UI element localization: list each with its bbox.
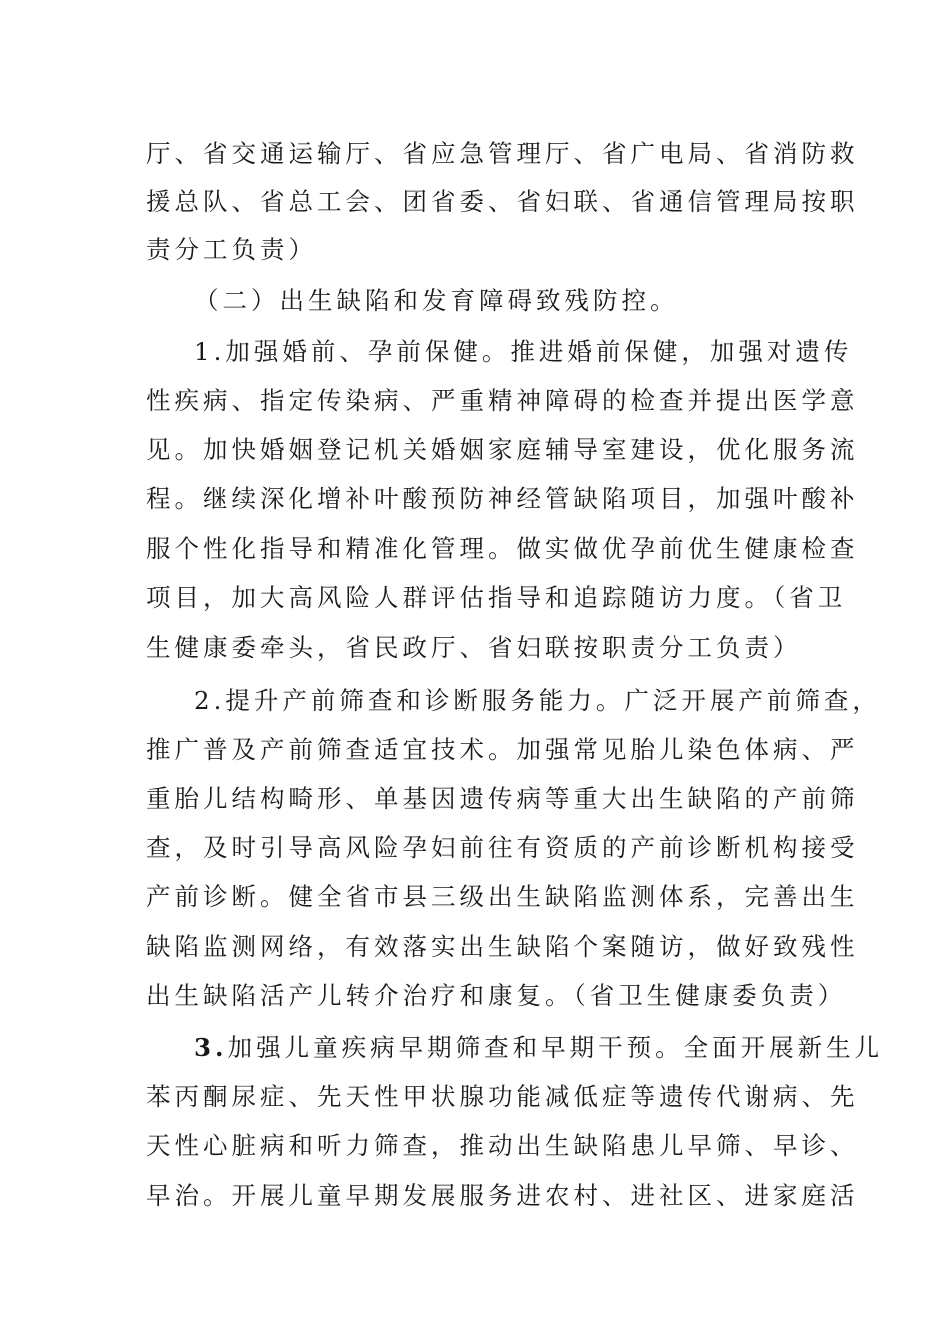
item-3-heading-line xyxy=(194,1033,884,1062)
text-line-21: 天性心脏病和听力筛查，推动出生缺陷患儿早筛、早诊、 xyxy=(146,1131,859,1160)
text-line-17: 缺陷监测网络，有效落实出生缺陷个案随访，做好致残性 xyxy=(146,932,859,961)
text-line-13: 推广普及产前筛查适宜技术。加强常见胎儿染色体病、严 xyxy=(146,735,859,764)
text-line-6: 性疾病、指定传染病、严重精神障碍的检查并提出医学意 xyxy=(146,386,859,415)
text-line-1: 厅、省交通运输厅、省应急管理厅、省广电局、省消防救 xyxy=(146,139,859,168)
text-line-15: 查，及时引导高风险孕妇前往有资质的产前诊断机构接受 xyxy=(146,833,859,862)
item-2-heading-line: 2.提升产前筛查和诊断服务能力。广泛开展产前筛查， xyxy=(194,686,881,715)
text-line-2: 援总队、省总工会、团省委、省妇联、省通信管理局按职 xyxy=(146,187,859,216)
text-line-9: 服个性化指导和精准化管理。做实做优孕前优生健康检查 xyxy=(146,534,859,563)
text-line-3: 责分工负责） xyxy=(146,235,317,264)
text-line-8: 程。继续深化增补叶酸预防神经管缺陷项目，加强叶酸补 xyxy=(146,484,859,513)
text-line-16: 产前诊断。健全省市县三级出生缺陷监测体系，完善出生 xyxy=(146,882,859,911)
item-1-heading-line: 1.加强婚前、孕前保健。推进婚前保健，加强对遗传 xyxy=(194,337,853,366)
text-line-10: 项目，加大高风险人群评估指导和追踪随访力度。（省卫 xyxy=(146,583,847,612)
text-line-20: 苯丙酮尿症、先天性甲状腺功能减低症等遗传代谢病、先 xyxy=(146,1082,859,1111)
text-line-22: 早治。开展儿童早期发展服务进农村、进社区、进家庭活 xyxy=(146,1181,859,1210)
section-heading: （二）出生缺陷和发育障碍致残防控。 xyxy=(194,286,679,315)
text-line-14: 重胎儿结构畸形、单基因遗传病等重大出生缺陷的产前筛 xyxy=(146,784,859,813)
item-3-number: 3. xyxy=(194,1033,228,1062)
text-line-7: 见。加快婚姻登记机关婚姻家庭辅导室建设，优化服务流 xyxy=(146,435,859,464)
text-line-18: 出生缺陷活产儿转介治疗和康复。（省卫生健康委负责） xyxy=(146,981,847,1010)
text-line-11: 生健康委牵头，省民政厅、省妇联按职责分工负责） xyxy=(146,633,802,662)
item-3-heading-text: 加强儿童疾病早期筛查和早期干预。全面开展新生儿 xyxy=(227,1033,884,1062)
